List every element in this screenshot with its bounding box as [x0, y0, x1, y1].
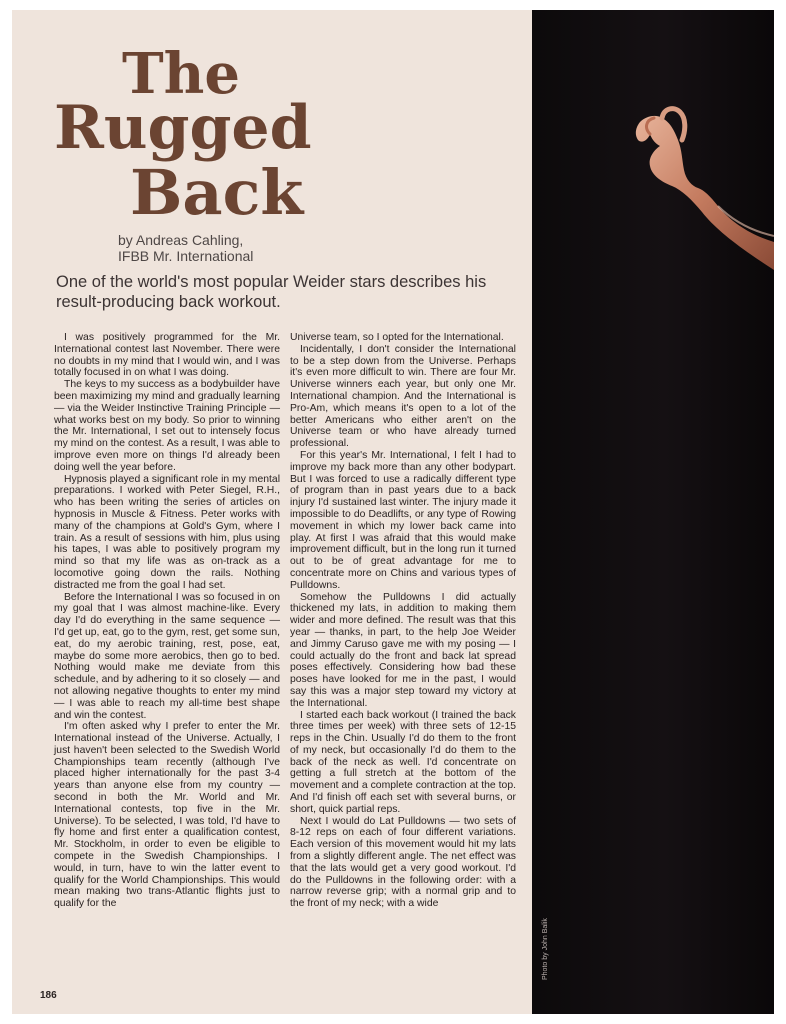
- paragraph: For this year's Mr. International, I felt I had to improve my back more than any other bodypart. But I was forced to use a radically different type of program than in past years due to a back injury I'd sustained last winter. The injury made it impossible to do Deadlifts, or any type of Rowing movement in which my lower back came into play. At first I was afraid that this would make improvement difficult, but in the long run it turned out to be of great advantage for me to concentrate more on Chins and various types of Pulldowns.: [290, 449, 516, 591]
- paragraph-text: Hypnosis played a significant role in my mental preparations. I worked with Peter Siegel, R.H., who has been writing the series of articles on hypnosis in Muscle & Fitness. Peter works with many of the champions at Gold's Gym, where I train. As a result of sessions with him, plus using his tapes, I was able to positively program my mind so that my life was as on-track as a locomotive going down the rails. Nothing distracted me from the goal I had set.: [54, 473, 280, 591]
- paragraph: I started each back workout (I trained the back three times per week) with three sets of 12-15 reps in the Chin. Usually I'd do them to the front of my neck, but occasionally I'd do them to the back of the neck as well. I'd concentrate on getting a full stretch at the bottom of the movement and a complete contraction at the top. And I'd finish off each set with several burns, or short, quick partial reps.: [290, 709, 516, 815]
- byline: [118, 232, 253, 264]
- paragraph: Somehow the Pulldowns I did actually thickened my lats, in addition to making them wider and more defined. The result was that this year — thanks, in part, to the help Joe Weider and Jimmy Caruso gave me with my posing — I could actually do the front and back lat spread poses effectively. Considering how bad these poses have looked for me in the past, I would say this was a major step toward my victory at the International.: [290, 591, 516, 709]
- title-line-2: Rugged: [54, 93, 312, 163]
- body-column-right: [290, 332, 516, 910]
- paragraph: I was positively programmed for the Mr. International contest last November. There were no doubts in my mind that I would win, and I was totally focused in on what I was doing.: [54, 332, 280, 379]
- title-line-3: Back: [130, 156, 304, 229]
- byline-credential: IFBB Mr. International: [118, 248, 254, 264]
- photo-credit: Photo by John Balik: [542, 918, 549, 980]
- paragraph: [54, 474, 280, 592]
- body-column-left: [54, 332, 280, 910]
- paragraph: I'm often asked why I prefer to enter the Mr. International instead of the Universe. Actually, I just haven't been selected to the Swedish World Championships team recently (although I've placed higher internationally for the past 3-4 years than anyone else from my country — second in both the Mr. World and Mr. International contests, top five in the Mr. Universe). To be selected, I was told, I'd have to fly home and first enter a qualification contest, Mr. Stockholm, in order to even be eligible to compete in the Swedish Championships. I would, in turn, have to win the latter event to qualify for the World Championships. This would mean making two trans-Atlantic flights just to qualify for the: [54, 721, 280, 910]
- paragraph: Before the International I was so focused in on my goal that I was almost machine-like. Every day I'd do everything in the same sequence — I'd get up, eat, go to the gym, rest, get some sun, eat, do my aerobic training, rest, pose, eat, maybe do some more aerobics, then go to bed. Nothing would make me deviate from this schedule, and by adhering to it so closely — and not allowing negative thoughts to enter my mind — I was able to reach my all-time best shape and win the contest.: [54, 591, 280, 721]
- paragraph: Next I would do Lat Pulldowns — two sets of 8-12 reps on each of four different variations. Each version of this movement would hit my lats from a slightly different angle. The net effect was that the lats would get a very good workout. I'd do the Pulldowns in the following order: with a narrow reverse grip; with a normal grip and to the front of my neck; with a wide: [290, 815, 516, 910]
- magazine-page: [12, 10, 774, 1014]
- article-deck: One of the world's most popular Weider stars describes his result-producing back workout.: [56, 273, 487, 311]
- posing-hand-image: [532, 10, 774, 1014]
- byline-author: by Andreas Cahling,: [118, 232, 244, 248]
- paragraph: Incidentally, I don't consider the International to be a step down from the Universe. Perhaps it's even more difficult to win. There are four Mr. Universe winners each year, but only one Mr. International champion. And the International is Pro-Am, which means it's open to a lot of the better Americans who either aren't on the Universe team or who have already turned professional.: [290, 343, 516, 450]
- bodybuilder-photo: [532, 10, 774, 1014]
- paragraph: Universe team, so I opted for the International.: [290, 332, 504, 343]
- paragraph: The keys to my success as a bodybuilder have been maximizing my mind and gradually learning — via the Weider Instinctive Training Principle — what works best on my body. So prior to winning the Mr. International, I set out to intensely focus my mind on the contest. As a result, I was able to improve even more on things I'd already been doing well the year before.: [54, 379, 280, 473]
- title-line-1: The: [122, 41, 241, 107]
- page-number: 186: [40, 990, 57, 1001]
